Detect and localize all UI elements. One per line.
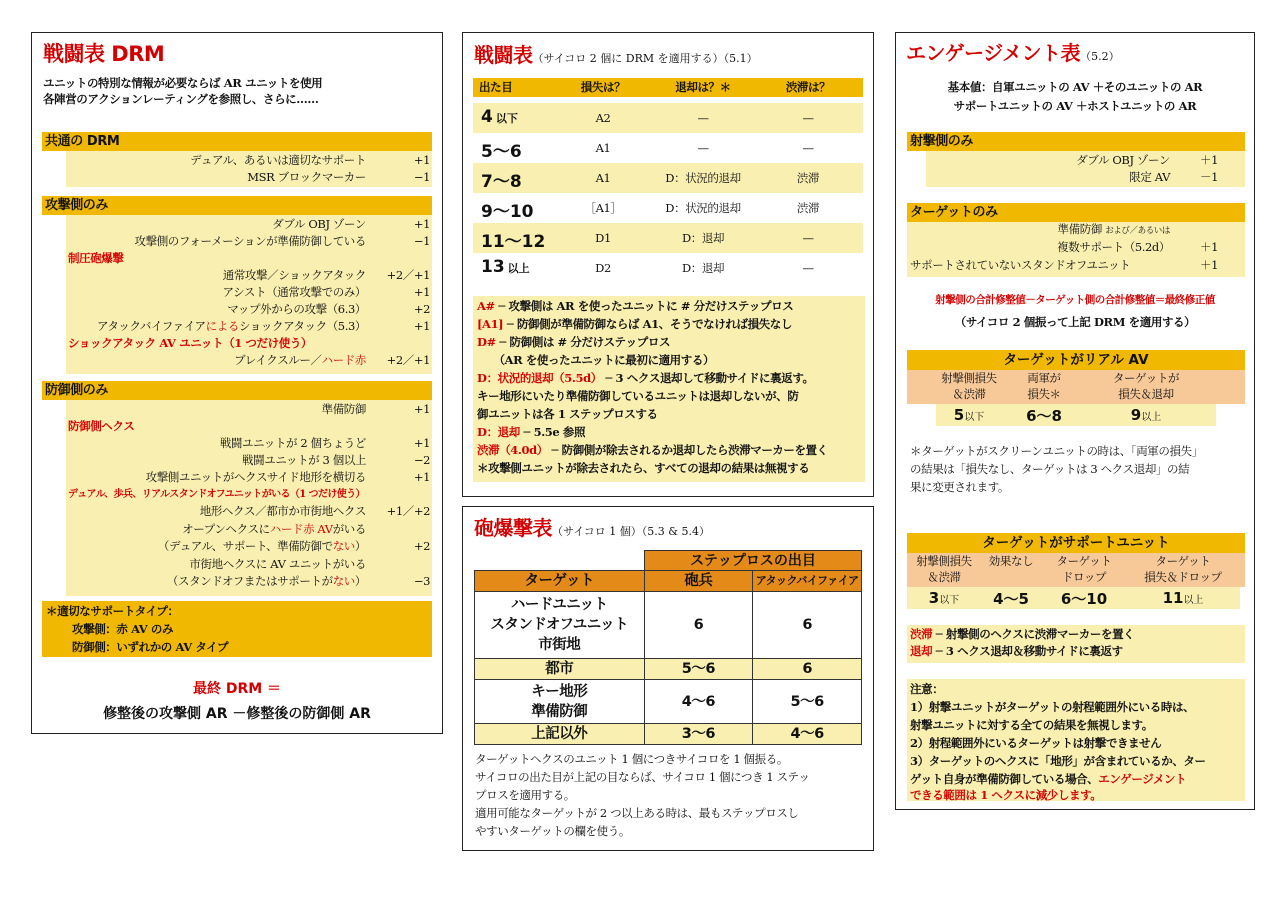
crt-roll-number: 13 bbox=[481, 257, 505, 277]
bombard-text-1: サイコロの出た目が上記の目ならば、サイコロ 1 個につき 1 ステッ bbox=[475, 770, 810, 784]
crt-note-line bbox=[477, 317, 792, 332]
bombard-text-4: やすいターゲットの欄を使う。 bbox=[475, 824, 630, 838]
engage-note-1: 射撃ユニットに対する全ての結果を無視します。 bbox=[910, 718, 1153, 732]
engage-note-2: 2）射程範囲外にいるターゲットは射撃できません bbox=[910, 736, 1162, 750]
engage-realav-header: ターゲットがリアル AV bbox=[907, 350, 1245, 370]
engage-support-c4b: 損失＆ドロップ bbox=[1144, 570, 1222, 584]
drm-prep-value: +1 bbox=[413, 402, 430, 416]
engage-jam-text: ─ 射撃側のヘクスに渋滞マーカーを置く bbox=[932, 627, 1135, 641]
crt-roll-number: 11〜12 bbox=[481, 232, 546, 252]
crt-col-retreat: 退却は？＊ bbox=[675, 80, 731, 94]
drm-def-value-1: −2 bbox=[413, 453, 430, 467]
drm-aab-pre: アタックバイファイア bbox=[97, 319, 206, 333]
engage-screen-note-0: ＊ターゲットがスクリーンユニットの時は、「両軍の損失」 bbox=[910, 444, 1203, 458]
engage-formula-2: （サイコロ 2 個振って上記 DRM を適用する） bbox=[954, 315, 1196, 329]
bombard-b-0: 6 bbox=[753, 592, 862, 659]
engage-note-red-1: エンゲージメント bbox=[1098, 772, 1187, 786]
crt-note-line bbox=[477, 299, 793, 314]
bombard-a-1: 5〜6 bbox=[644, 659, 753, 680]
crt-note-line bbox=[477, 353, 714, 368]
drm-final-1: 最終 DRM ＝ bbox=[192, 681, 282, 697]
engage-firing-header: 射撃側のみ bbox=[907, 132, 1245, 151]
drm-common-label-1: MSR ブロックマーカー bbox=[247, 170, 366, 184]
engage-support-header: ターゲットがサポートユニット bbox=[907, 533, 1245, 553]
crt-retreat: D：退却 bbox=[681, 231, 725, 245]
drm-note-2: 攻撃側：赤 AV のみ bbox=[72, 622, 174, 636]
bombard-row-1 bbox=[475, 659, 862, 680]
crt-note-line bbox=[477, 443, 828, 458]
bombard-table bbox=[474, 570, 862, 745]
engage-support-v4 bbox=[1128, 588, 1238, 607]
engage-realav-c2a: 両軍が bbox=[1027, 371, 1061, 385]
drm-aab-post: ショックアタック（5.3） bbox=[238, 319, 366, 333]
drm-common-label-0: デュアル、あるいは適切なサポート bbox=[190, 153, 366, 167]
crt-note-key: 渋滞（4.0d） bbox=[477, 443, 548, 457]
drm-aab-value: +1 bbox=[413, 319, 430, 333]
drm-urban-1: 市街地ヘクスに AV ユニットがいる bbox=[189, 557, 366, 571]
crt-roll-number: 4 bbox=[481, 107, 493, 127]
crt-note-key: A# bbox=[477, 299, 495, 313]
engage-prep bbox=[1058, 222, 1170, 239]
bombard-a-2: 4〜6 bbox=[644, 680, 753, 724]
bombard-b-2: 5〜6 bbox=[753, 680, 862, 724]
engage-realav-c1b: ＆渋滞 bbox=[952, 387, 986, 401]
drm-open-2 bbox=[158, 539, 366, 554]
drm-shock-av: ショックアタック AV ユニット（1 つだけ使う） bbox=[68, 336, 313, 350]
crt-roll bbox=[481, 107, 518, 127]
engage-support-v1-num: 3 bbox=[928, 589, 940, 607]
crt-roll bbox=[481, 257, 530, 277]
bombard-a-0: 6 bbox=[644, 592, 753, 659]
crt-col-loss: 損失は？ bbox=[580, 80, 626, 94]
engage-ret-line bbox=[910, 644, 1123, 659]
crt-loss: A1 bbox=[595, 141, 611, 155]
engage-firing-label-1: 限定 AV bbox=[1129, 170, 1170, 184]
drm-title: 戦闘表 DRM bbox=[43, 42, 165, 66]
crt-subtitle: （サイコロ 2 個に DRM を適用する）（5.1） bbox=[532, 52, 758, 65]
engage-support-c1b: ＆渋滞 bbox=[927, 570, 961, 584]
bombard-text-0: ターゲットヘクスのユニット 1 個につきサイコロを 1 個振る。 bbox=[475, 752, 788, 766]
engage-multi-value: ＋1 bbox=[1199, 240, 1218, 254]
drm-open-value: +2 bbox=[413, 539, 430, 553]
engage-support-v1-suffix: 以下 bbox=[939, 595, 960, 606]
crt-retreat: — bbox=[697, 111, 709, 125]
drm-breakthrough-label: ブレイクスルー／ bbox=[234, 353, 322, 367]
engage-support-c3b: ドロップ bbox=[1061, 570, 1107, 584]
engage-realav-c2b: 損失＊ bbox=[1027, 387, 1061, 401]
engage-support-c3a: ターゲット bbox=[1056, 554, 1112, 568]
engage-support-v4-num: 11 bbox=[1162, 589, 1184, 607]
engage-support-c2a: 効果なし bbox=[988, 554, 1034, 568]
drm-attack-label-1: 攻撃側のフォーメーションが準備防御している bbox=[134, 234, 366, 248]
drm-breakthrough-red: ハード赤 bbox=[321, 353, 366, 367]
drm-open1-post: がいる bbox=[332, 522, 366, 536]
bombard-title-row bbox=[474, 516, 710, 540]
engage-prep-label: 準備防御 bbox=[1057, 222, 1102, 236]
crt-loss: D1 bbox=[595, 231, 611, 245]
crt-note-line bbox=[477, 389, 798, 404]
drm-common-value-0: +1 bbox=[413, 153, 430, 167]
engage-support-v4-suffix: 以上 bbox=[1183, 595, 1204, 606]
bombard-target-2: キー地形 準備防御 bbox=[475, 680, 645, 724]
drm-open-1 bbox=[182, 522, 366, 537]
engage-realav-v3-suffix: 以上 bbox=[1141, 412, 1162, 423]
engage-firing-value-1: －1 bbox=[1199, 170, 1218, 184]
engage-panel bbox=[895, 32, 1255, 810]
crt-roll bbox=[481, 227, 548, 252]
crt-roll bbox=[481, 137, 525, 162]
drm-urban2-red: ない bbox=[332, 574, 355, 588]
drm-breakthrough-value: +2／+1 bbox=[386, 353, 430, 367]
crt-note-line bbox=[477, 335, 670, 350]
drm-attack-label-2: 通常攻撃／ショックアタック bbox=[222, 268, 366, 282]
drm-prep-label: 準備防御 bbox=[321, 402, 366, 416]
drm-breakthrough bbox=[234, 353, 366, 368]
crt-note-text: ─ 防御側は # 分だけステップロス bbox=[495, 335, 671, 349]
engage-realav-c3a: ターゲットが bbox=[1112, 371, 1180, 385]
engage-target-header: ターゲットのみ bbox=[907, 203, 1245, 222]
drm-note-1: ＊適切なサポートタイプ： bbox=[46, 604, 179, 618]
crt-note-text: ─ 攻撃側は AR を使ったユニットに # 分だけステップロス bbox=[494, 299, 794, 313]
crt-roll-number: 7〜8 bbox=[481, 172, 522, 192]
drm-suppress-header: 制圧砲爆撃 bbox=[68, 251, 124, 265]
drm-open1-red: ハード赤 AV bbox=[269, 522, 333, 536]
drm-terrain-label: 地形ヘクス／都市か市街地ヘクス bbox=[199, 504, 366, 518]
drm-urban2-post: ） bbox=[354, 574, 366, 588]
bombard-steploss-header: ステップロスの出目 bbox=[644, 550, 862, 571]
bombard-target-header: ターゲット bbox=[475, 571, 645, 592]
crt-jam: — bbox=[802, 261, 814, 275]
engage-screen-note-2: 果に変更されます。 bbox=[910, 480, 1009, 494]
crt-jam: 渋滞 bbox=[796, 171, 820, 185]
engage-realav-c1a: 射撃側損失 bbox=[941, 371, 997, 385]
bombard-row-0 bbox=[475, 592, 862, 659]
engage-multi: 複数サポート（5.2d） bbox=[1057, 240, 1170, 254]
engage-notes-title: 注意： bbox=[910, 682, 944, 696]
engage-realav-v3-num: 9 bbox=[1130, 406, 1142, 424]
bombard-row-3 bbox=[475, 724, 862, 745]
bombard-title: 砲爆撃表 bbox=[474, 516, 552, 540]
crt-roll-suffix: 以上 bbox=[507, 262, 530, 275]
engage-title: エンゲージメント表 bbox=[906, 41, 1081, 65]
engage-realav-v1-num: 5 bbox=[953, 406, 965, 424]
crt-note-line bbox=[477, 425, 585, 440]
crt-col-jam: 渋滞は？ bbox=[785, 80, 831, 94]
crt-title: 戦闘表 bbox=[474, 43, 533, 67]
engage-note-3: 3）ターゲットのヘクスに「地形」が含まれているか、ター bbox=[910, 754, 1206, 768]
engage-ret-red: 退却 bbox=[910, 644, 933, 658]
engage-realav-v1 bbox=[924, 405, 1014, 424]
engage-formula-1: 射撃側の合計修整値－ターゲット側の合計修整値＝最終修正値 bbox=[935, 294, 1215, 306]
crt-panel bbox=[462, 32, 874, 497]
engage-ret-text: ─ 3 ヘクス退却＆移動サイドに裏返す bbox=[932, 644, 1123, 658]
engage-note-0: 1）射撃ユニットがターゲットの射程範囲外にいる時は、 bbox=[910, 700, 1195, 714]
bombard-header-row bbox=[475, 571, 862, 592]
drm-attack-value-3: +1 bbox=[413, 285, 430, 299]
crt-note-key: D：状況的退却（5.5d） bbox=[477, 371, 602, 385]
drm-attack-label-0: ダブル OBJ ゾーン bbox=[272, 217, 366, 231]
drm-intro-1: ユニットの特別な情報が必要ならば AR ユニットを使用 bbox=[43, 76, 323, 90]
bombard-col-aab: アタックバイファイア bbox=[753, 571, 862, 592]
engage-prep-small: および／あるいは bbox=[1105, 226, 1170, 236]
crt-retreat: D：退却 bbox=[681, 261, 725, 275]
engage-support-c4a: ターゲット bbox=[1155, 554, 1211, 568]
drm-attack-header: 攻撃側のみ bbox=[42, 196, 432, 215]
engage-support-c1a: 射撃側損失 bbox=[916, 554, 972, 568]
engage-firing-label-0: ダブル OBJ ゾーン bbox=[1076, 153, 1170, 167]
engage-ref: （5.2） bbox=[1080, 50, 1120, 63]
drm-def-value-2: +1 bbox=[413, 470, 430, 484]
crt-note-text: （AR を使ったユニットに最初に適用する） bbox=[477, 353, 715, 367]
crt-note-text: ─ 防御側が除去されるか退却したら渋滞マーカーを置く bbox=[547, 443, 828, 457]
drm-note-3: 防御側：いずれかの AV タイプ bbox=[72, 640, 229, 654]
drm-def-value-0: +1 bbox=[413, 436, 430, 450]
engage-screen-note-1: の結果は「損失なし、ターゲットは 3 ヘクス退却」の結 bbox=[910, 462, 1190, 476]
drm-open1-pre: オープンヘクスに bbox=[182, 522, 270, 536]
drm-defense-header: 防御側のみ bbox=[42, 381, 432, 400]
drm-terrain-value: +1／+2 bbox=[386, 504, 430, 518]
engage-support-v1 bbox=[904, 588, 984, 607]
crt-retreat: D：状況的退却 bbox=[665, 201, 741, 215]
bombard-text-2: プロスを適用する。 bbox=[475, 788, 575, 802]
engage-unsupported: サポートされていないスタンドオフユニット bbox=[910, 258, 1131, 272]
drm-attack-label-4: マップ外からの攻撃（6.3） bbox=[227, 302, 366, 316]
crt-title-row bbox=[474, 43, 758, 67]
engage-realav-v1-suffix: 以下 bbox=[964, 412, 985, 423]
engage-note-red-2: できる範囲は 1 ヘクスに減少します。 bbox=[910, 788, 1102, 802]
drm-urban-value: −3 bbox=[413, 574, 430, 588]
bombard-target-3: 上記以外 bbox=[475, 724, 645, 745]
engage-base-1: 基本値：自軍ユニットの AV ＋そのユニットの AR bbox=[947, 80, 1203, 94]
crt-jam: — bbox=[802, 231, 814, 245]
engage-realav-v3 bbox=[1086, 405, 1206, 424]
crt-roll-suffix: 以下 bbox=[495, 112, 518, 125]
crt-note-text: ─ 5.5e 参照 bbox=[519, 425, 586, 439]
crt-note-text: キー地形にいたり準備防御しているユニットは退却しないが、防 bbox=[477, 389, 799, 403]
engage-realav-c3b: 損失＆退却 bbox=[1118, 387, 1174, 401]
bombard-b-3: 4〜6 bbox=[753, 724, 862, 745]
crt-roll-number: 5〜6 bbox=[481, 142, 522, 162]
drm-open2-post: ） bbox=[354, 539, 366, 553]
bombard-panel bbox=[462, 506, 874, 851]
engage-firing-value-0: ＋1 bbox=[1199, 153, 1218, 167]
drm-def-label-2: 攻撃側ユニットがヘクスサイド地形を横切る bbox=[145, 470, 366, 484]
crt-loss: ［A1］ bbox=[584, 201, 622, 215]
crt-jam: — bbox=[802, 141, 814, 155]
engage-jam-line bbox=[910, 627, 1134, 642]
drm-def-label-1: 戦闘ユニットが 3 個以上 bbox=[242, 453, 366, 467]
drm-attack-value-0: +1 bbox=[413, 217, 430, 231]
crt-jam: — bbox=[802, 111, 814, 125]
crt-note-key: [A1] bbox=[477, 317, 504, 331]
engage-realav-v2: 6〜8 bbox=[1026, 407, 1062, 425]
drm-urban2-pre: （スタンドオフまたはサポートが bbox=[166, 574, 333, 588]
drm-final-2: 修整後の攻撃側 AR －修整後の防御側 AR bbox=[103, 706, 371, 722]
crt-roll-number: 9〜10 bbox=[481, 202, 534, 222]
crt-loss: A2 bbox=[595, 111, 611, 125]
engage-support-v2: 4〜5 bbox=[993, 590, 1029, 608]
drm-aab-label bbox=[97, 319, 366, 334]
crt-retreat: — bbox=[697, 141, 709, 155]
bombard-col-artillery: 砲兵 bbox=[644, 571, 753, 592]
drm-open2-red: ない bbox=[332, 539, 355, 553]
crt-retreat: D：状況的退却 bbox=[665, 171, 741, 185]
drm-attack-label-3: アシスト（通常攻撃でのみ） bbox=[222, 285, 366, 299]
drm-common-header: 共通の DRM bbox=[42, 132, 432, 151]
engage-title-row bbox=[906, 41, 1120, 65]
drm-def-label-0: 戦闘ユニットが 2 個ちょうど bbox=[219, 436, 366, 450]
bombard-text-3: 適用可能なターゲットが 2 つ以上ある時は、最もステップロスし bbox=[475, 806, 799, 820]
drm-dual-header: デュアル、歩兵、リアルスタンドオフユニットがいる（1 つだけ使う） bbox=[68, 489, 365, 500]
drm-attack-value-1: −1 bbox=[413, 234, 430, 248]
drm-attack-value-4: +2 bbox=[413, 302, 430, 316]
crt-note-key: D# bbox=[477, 335, 496, 349]
engage-base-2: サポートユニットの AV ＋ホストユニットの AR bbox=[953, 99, 1197, 113]
drm-aab-red: による bbox=[205, 319, 239, 333]
bombard-a-3: 3〜6 bbox=[644, 724, 753, 745]
crt-roll bbox=[481, 197, 537, 222]
engage-note-4 bbox=[910, 772, 1186, 787]
drm-panel bbox=[31, 32, 443, 734]
crt-loss: D2 bbox=[595, 261, 611, 275]
crt-note-text: ─ 防御側が準備防御ならば A1、そうでなければ損失なし bbox=[503, 317, 792, 331]
engage-unsupported-value: ＋1 bbox=[1199, 258, 1218, 272]
bombard-row-2 bbox=[475, 680, 862, 724]
bombard-target-1: 都市 bbox=[475, 659, 645, 680]
crt-col-roll: 出た目 bbox=[479, 80, 513, 94]
engage-support-v3: 6〜10 bbox=[1060, 590, 1108, 608]
engage-jam-red: 渋滞 bbox=[910, 627, 933, 641]
drm-defhex-header: 防御側ヘクス bbox=[68, 419, 135, 433]
drm-common-value-1: −1 bbox=[413, 170, 430, 184]
crt-footnote: ＊攻撃側ユニットが除去されたら、すべての退却の結果は無視する bbox=[477, 461, 810, 475]
bombard-subtitle: （サイコロ 1 個）（5.3 & 5.4） bbox=[552, 525, 711, 538]
crt-note-line bbox=[477, 371, 814, 386]
engage-note-4-text: ゲット自身が準備防御している場合、 bbox=[910, 772, 1099, 786]
crt-loss: A1 bbox=[595, 171, 611, 185]
drm-intro-2: 各陣営のアクションレーティングを参照し、さらに…… bbox=[43, 92, 319, 106]
drm-urban-2 bbox=[167, 574, 366, 589]
crt-note-text: ─ 3 ヘクス退却して移動サイドに裏返す。 bbox=[601, 371, 814, 385]
crt-jam: 渋滞 bbox=[796, 201, 820, 215]
bombard-b-1: 6 bbox=[753, 659, 862, 680]
crt-note-line bbox=[477, 407, 658, 422]
drm-attack-value-2: +2／+1 bbox=[386, 268, 430, 282]
crt-roll bbox=[481, 167, 525, 192]
drm-open2-pre: （デュアル、サポート、準備防御で bbox=[157, 539, 333, 553]
crt-note-text: 御ユニットは各 1 ステップロスする bbox=[477, 407, 658, 421]
crt-note-key: D：退却 bbox=[477, 425, 520, 439]
bombard-target-0: ハードユニット スタンドオフユニット 市街地 bbox=[475, 592, 645, 659]
